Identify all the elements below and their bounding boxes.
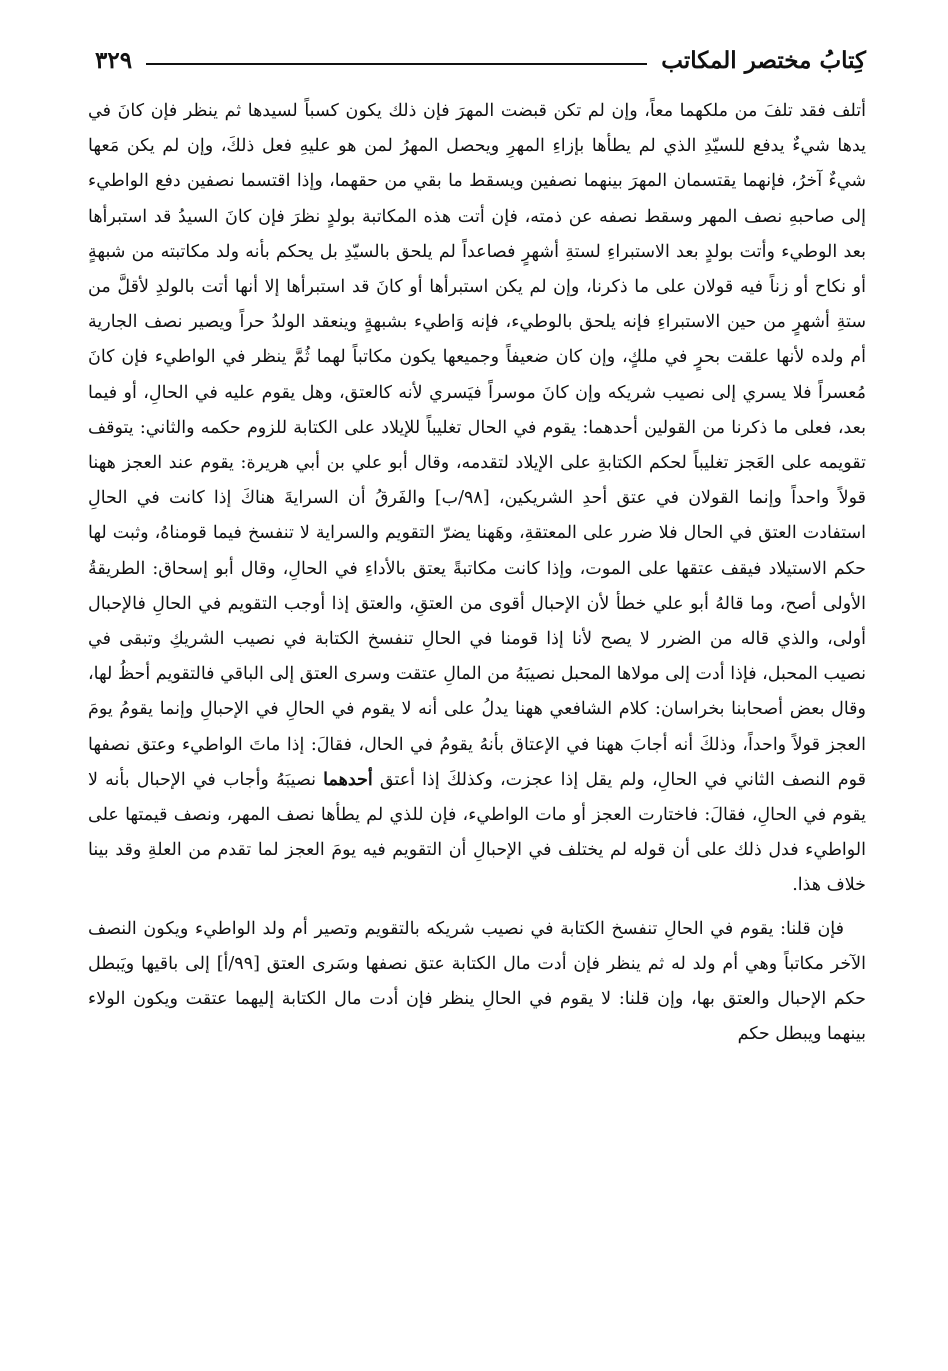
folio-reference: [٩٩/أ] xyxy=(216,953,260,974)
paragraph-text: أتلف فقد تلفَ من ملكهما معاً، وإن لم تكن قبضت المهرَ فإن ذلك يكون كسباً لسيدها ثم ينظر فإن كانَ في يدها شيءٌ يدفع للسيّدِ الذي لم يطأها بإزاءِ المهرِ ويحصل المهرُ لمن هو عليهِ فعل ذلكَ، وإن لم يكن مَعها شيءٌ آخرُ، فإنهما يقتسمان المهرَ بينهما نصفين ويسقط ما بقي من حقهما، وإذا اقتسما نصفين دفع الواطيء إلى صاحبهِ نصف المهر وسقط نصفه عن ذمته، فإن أتت هذه المكاتبة بولدٍ نظرَ فإن كانَ السيدُ قد استبرأها بعد الوطيء وأتت بولدٍ بعد الاستبراءِ لستةِ أشهرٍ فصاعداً لم يلحق بالسيّدِ بل يحكم بأنه ولد مكاتبته من شبهةٍ أو نكاح أو زناً فيه قولان على ما ذكرنا، وإن لم يكن استبرأها أو كانَ قد استبرأها إلا أنها أتت بالولدِ لأقلَّ من ستةِ أشهرٍ من حين الاستبراءِ فإنه يلحق بالوطيء، فإنه وَاطيء بشبهةٍ وينعقد الولدُ حراً ويصير نصف الجارية أم ولده لأنها علقت بحرٍ في ملكٍ، وإن كان ضعيفاً وجميعها يكون مكاتباً لهما ثُمَّ ينظر في الواطيء فإن كانَ مُعسراً فلا يسري إلى نصيب شريكه وإن كانَ موسراً فيَسري لأنه كالعتق، وهل يقوم عليه في الحالِ، أو فيما بعد، فعلى ما ذكرنا من القولين أحدهما: يقوم في الحال تغليباً للإيلاد على الكتابة للزوم حكمه والثاني: يتوقف تقويمه على العَجز تغليباً لحكم الكتابةِ على الإيلاد لتقدمه، وقال أبو علي بن أبي هريرة: يقوم عند العجز ههنا قولاً واحداً وإنما القولان في عتق أحدِ الشريكين، xyxy=(88,101,866,509)
running-title: كِتابُ مختصر المكاتب xyxy=(661,46,866,74)
folio-reference: [٩٨/ب] xyxy=(434,488,490,509)
paragraph-text: فإن قلنا: يقوم في الحالِ تنفسخ الكتابة في نصيب شريكه بالتقويم وتصير أم ولد الواطيء ويكون النصف الآخر مكاتباً وهي أم ولد له ثم ينظر فإن أدت مال الكتابة عتق نصفها وسَرى العتق xyxy=(88,918,866,974)
page-body xyxy=(88,94,866,1052)
paragraph xyxy=(88,912,866,1053)
header-rule xyxy=(146,63,647,65)
paragraph-text: إلى باقيها ويَبطل حكم الإحبال والعتق بها، وإن قلنا: لا يقوم في الحالِ ينظر فإن أدت مال الكتابة إليهما عتقت ويكون الولاء بينهما ويبطل حكم xyxy=(88,953,866,1045)
paragraph-text: نصيبَهُ وأجاب في الإحبال بأنه لا يقوم في الحالِ، فقالَ: فاختارت العجز أو مات الواطيء، فإن للذي لم يطأها نصف المهر، ونصف قيمتها على الواطيء فدل ذلك على أن قوله لم يختلف في الإحبالِ أن التقويم فيه يومَ العجز لما تقدم من العلةِ وقد بينا خلاف هذا. xyxy=(88,769,866,896)
page-header xyxy=(95,42,866,78)
paragraph-text: والفَرقُ أن السرايةَ هناكَ إذا كانت في الحالِ استفادت العتق في الحال فلا ضرر على المعتقةِ، وهَهنا يضرّ التقويم والسراية لا تنفسخ فيما قومناهُ، وثبت لها حكم الاستيلاد فيقف عتقها على الموت، وإذا كانت مكاتبةً يعتق بالأداءِ في الحالِ، وقال أبو إسحاق: الطريقةُ الأولى أصح، وما قالهُ أبو علي خطأ لأن الإحبال أقوى من العتقِ، والعتق إذا أوجب التقويم في الحالِ فالإحبال أولى، والذي قاله من الضرر لا يصح لأنا إذا قومنا في الحالِ تنفسخ الكتابة في نصيب الشريكِ وتبقى في نصيب المحبل، فإذا أدت إلى مولاها المحبل نصيبَهُ من المالِ عتقت وسرى العتق إلى الباقي فالتقويم أحظُ لها، وقال بعض أصحابنا بخراسان: كلام الشافعي ههنا يدلُ على أنه لا يقوم في الحالِ في الإحبالِ وإنما يقومُ يومَ العجز قولاً واحداً، وذلكَ أنه أجابَ ههنا في الإعتاق بأنهُ يقومُ في الحال، فقالَ: إذا ماتَ الواطيء وعتق نصفها قوم النصف الثاني في الحالِ، ولم يقل إذا عجزت، وكذلكَ إذا أعتق xyxy=(88,488,866,790)
bold-term: أحدهما xyxy=(323,769,373,790)
paragraph-continued xyxy=(88,94,866,904)
page-number: ٣٢٩ xyxy=(95,46,133,74)
